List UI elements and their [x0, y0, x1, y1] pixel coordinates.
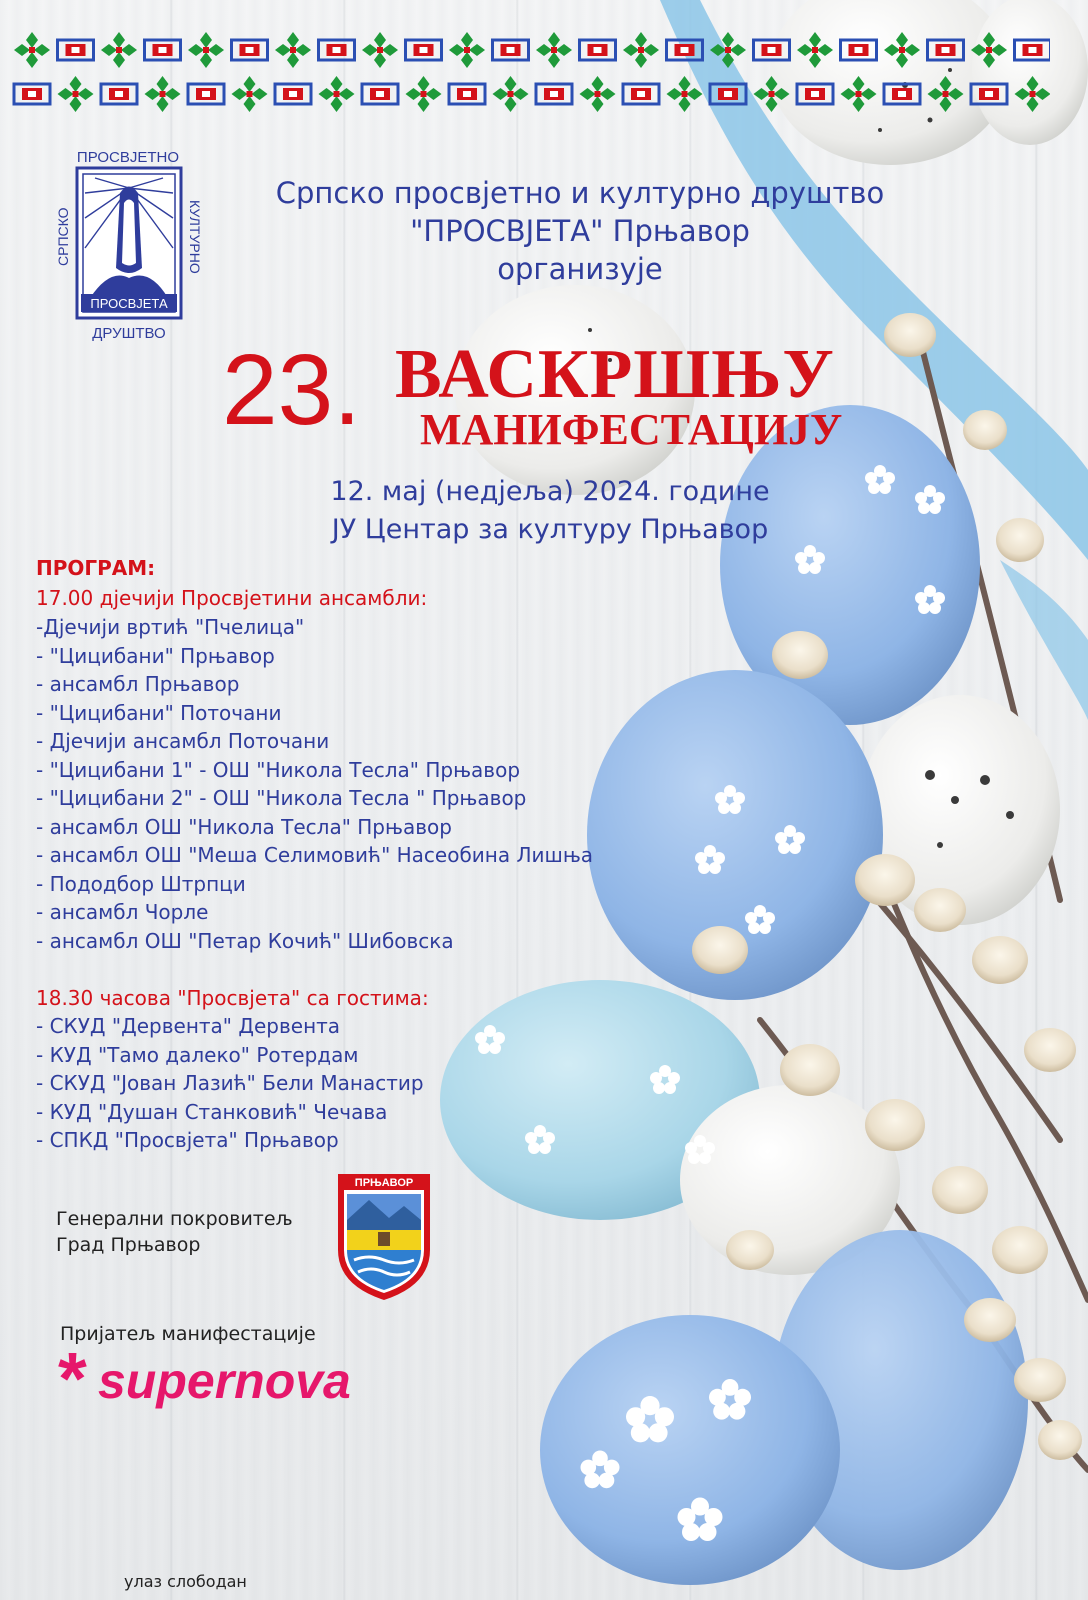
program-item: - "Цицибани" Поточани — [36, 701, 282, 725]
embroidery-border — [10, 28, 1050, 116]
logo-banner-text: ПРОСВЈЕТА — [90, 296, 168, 311]
general-sponsor-label: Генерални покровитељ — [56, 1208, 293, 1230]
embroidery-motif — [880, 28, 924, 72]
program-item: - ансамбл ОШ "Никола Тесла" Прњавор — [36, 815, 452, 839]
embroidery-motif — [797, 84, 833, 104]
logo-bottom-text: ДРУШТВО — [92, 325, 166, 342]
supernova-wordmark: supernova — [98, 1353, 351, 1409]
program-item: - Пододбор Штрпци — [36, 872, 246, 896]
program-item: - СКУД "Дервента" Дервента — [36, 1014, 341, 1038]
embroidery-motif — [271, 28, 315, 72]
embroidery-motif — [228, 72, 272, 116]
embroidery-motif — [967, 28, 1011, 72]
free-entry-note: улаз слободан — [124, 1572, 247, 1591]
embroidery-motif — [623, 84, 659, 104]
program-heading: ПРОГРАМ: — [36, 556, 156, 580]
embroidery-motif — [754, 40, 790, 60]
embroidery-motif — [576, 72, 620, 116]
embroidery-motif — [275, 84, 311, 104]
embroidery-motif — [667, 40, 703, 60]
embroidery-motif — [97, 28, 141, 72]
program-item: - Дјечији ансамбл Поточани — [36, 729, 330, 753]
emblem-text: ПРЊАВОР — [354, 1177, 414, 1189]
embroidery-motif — [663, 72, 707, 116]
embroidery-motif — [536, 84, 572, 104]
embroidery-motif — [232, 40, 268, 60]
embroidery-motif — [184, 28, 228, 72]
supernova-asterisk: * — [58, 1340, 87, 1420]
embroidery-motif — [928, 40, 964, 60]
event-venue: ЈУ Центар за културу Прњавор — [331, 514, 769, 545]
program-item: - ансамбл Прњавор — [36, 672, 240, 696]
embroidery-motif — [54, 72, 98, 116]
title-line2: МАНИФЕСТАЦИЈУ — [420, 405, 843, 454]
embroidery-motif — [1011, 72, 1051, 116]
embroidery-motif — [841, 40, 877, 60]
title-line1: ВАСКРШЊУ — [395, 336, 835, 413]
embroidery-motif — [315, 72, 359, 116]
embroidery-motif — [884, 84, 920, 104]
embroidery-motif — [1015, 40, 1051, 60]
embroidery-motif — [358, 28, 402, 72]
embroidery-motif — [706, 28, 750, 72]
organizer-line1: Српско просвјетно и културно друштво — [275, 176, 885, 210]
embroidery-motif — [406, 40, 442, 60]
embroidery-motif — [402, 72, 446, 116]
program-item: - СКУД "Јован Лазић" Бели Манастир — [36, 1071, 424, 1095]
embroidery-motif — [710, 84, 746, 104]
embroidery-motif — [449, 84, 485, 104]
organizer-line2: "ПРОСВЈЕТА" Прњавор — [410, 214, 750, 248]
embroidery-motif — [319, 40, 355, 60]
prosvjeta-logo — [50, 148, 210, 348]
embroidery-motif — [101, 84, 137, 104]
embroidery-motif — [10, 28, 54, 72]
supernova-logo — [58, 1340, 408, 1420]
friend-label: Пријатељ манифестације — [60, 1323, 316, 1345]
embroidery-motif — [750, 72, 794, 116]
embroidery-motif — [580, 40, 616, 60]
program-part2-heading: 18.30 часова "Просвјета" са гостима: — [36, 986, 429, 1010]
embroidery-motif — [924, 72, 968, 116]
program-item: - ансамбл ОШ "Петар Кочић" Шибовска — [36, 929, 454, 953]
program-item: - ансамбл ОШ "Меша Селимовић" Насеобина Лишња — [36, 843, 594, 867]
program-item: - КУД "Душан Станковић" Чечава — [36, 1100, 388, 1124]
embroidery-motif — [141, 72, 185, 116]
embroidery-motif — [58, 40, 94, 60]
logo-left-text: СРПСКО — [55, 207, 71, 266]
embroidery-motif — [489, 72, 533, 116]
program-item: -Дјечији вртић "Пчелица" — [36, 615, 305, 639]
embroidery-motif — [145, 40, 181, 60]
program-item: - КУД "Тамо далеко" Ротердам — [36, 1043, 359, 1067]
embroidery-motif — [445, 28, 489, 72]
embroidery-motif — [971, 84, 1007, 104]
embroidery-motif — [362, 84, 398, 104]
logo-top-text: ПРОСВЈЕТНО — [76, 149, 180, 166]
event-date: 12. мај (недјеља) 2024. године — [330, 476, 770, 507]
embroidery-motif — [619, 28, 663, 72]
program-part1-heading: 17.00 дјечији Просвјетини ансамбли: — [36, 586, 428, 610]
organizer-line3: организује — [497, 252, 663, 286]
prnjavor-coat-of-arms — [334, 1170, 434, 1304]
embroidery-motif — [837, 72, 881, 116]
logo-right-text: КУЛТУРНО — [187, 200, 203, 274]
embroidery-motif — [532, 28, 576, 72]
program-item: - "Цицибани" Прњавор — [36, 644, 275, 668]
edition-number: 23. — [222, 334, 362, 446]
embroidery-motif — [14, 84, 50, 104]
program-item: - СПКД "Просвјета" Прњавор — [36, 1128, 339, 1152]
embroidery-motif — [493, 40, 529, 60]
general-sponsor-name: Град Прњавор — [56, 1234, 201, 1256]
program-item: - "Цицибани 2" - ОШ "Никола Тесла " Прњавор — [36, 786, 527, 810]
program-item: - "Цицибани 1" - ОШ "Никола Тесла" Прњавор — [36, 758, 521, 782]
embroidery-motif — [188, 84, 224, 104]
embroidery-motif — [793, 28, 837, 72]
program-item: - ансамбл Чорле — [36, 900, 209, 924]
